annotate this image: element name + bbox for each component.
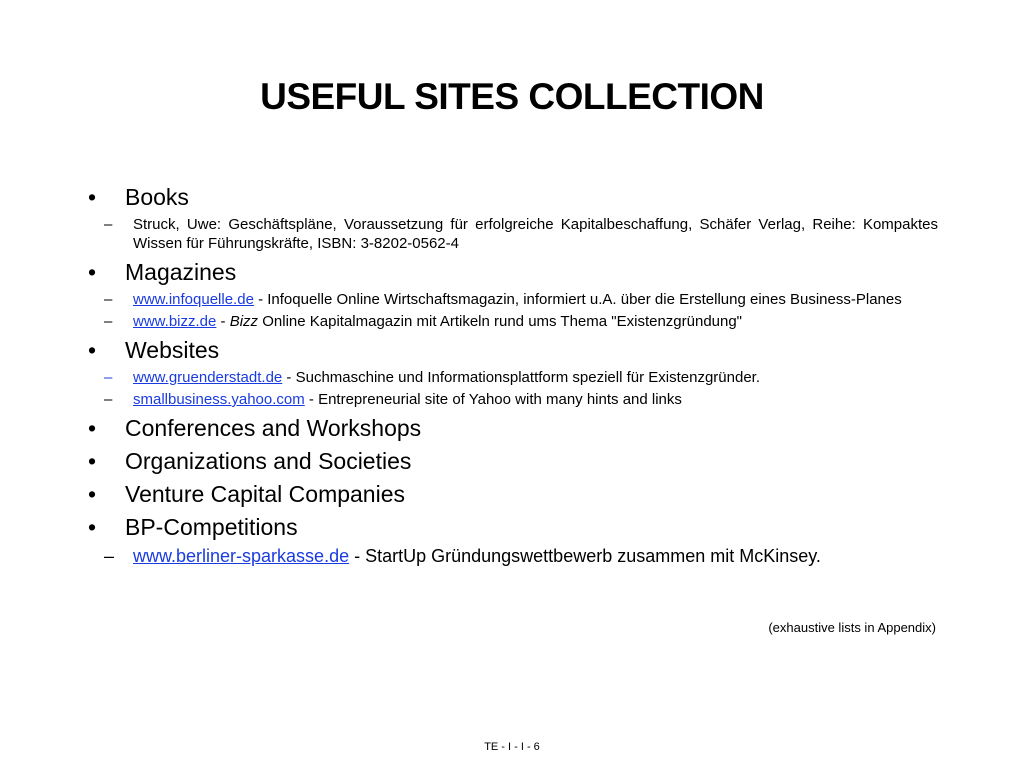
- book-reference: Struck, Uwe: Geschäftspläne, Voraussetzung für erfolgreiche Kapitalbeschaffung, Schäfer Verlag, Reihe: Kompaktes Wissen für Führungskräfte, ISBN: 3-8202-0562-4: [133, 216, 938, 252]
- list-item-conferences: [88, 414, 938, 442]
- list-item-venture-capital: [88, 480, 938, 508]
- link-bizz[interactable]: www.bizz.de: [133, 313, 217, 330]
- sub-item-yahoo: [88, 390, 938, 409]
- description: - Entrepreneurial site of Yahoo with many hints and links: [304, 391, 682, 408]
- link-infoquelle[interactable]: www.infoquelle.de: [133, 291, 254, 308]
- section-label: Books: [125, 184, 189, 210]
- link-smallbusiness-yahoo[interactable]: smallbusiness.yahoo.com: [133, 391, 305, 408]
- bullet-list: [88, 180, 938, 570]
- sub-item-berliner-sparkasse: [88, 545, 938, 567]
- description: Online Kapitalmagazin mit Artikeln rund ums Thema "Existenzgründung": [258, 313, 743, 330]
- list-item-books: [88, 183, 938, 211]
- bullet-icon: •: [88, 184, 97, 210]
- bullet-icon: •: [88, 259, 97, 285]
- sub-item-book: [88, 215, 938, 253]
- section-label: Conferences and Workshops: [125, 415, 422, 441]
- websites-sublist: [88, 368, 938, 409]
- bullet-icon: •: [88, 448, 97, 474]
- slide-title: USEFUL SITES COLLECTION: [260, 76, 764, 117]
- list-item-bp-competitions: [88, 513, 938, 541]
- dash-icon: –: [104, 313, 113, 330]
- italic-title: Bizz: [229, 313, 259, 330]
- appendix-note: (exhaustive lists in Appendix): [768, 620, 936, 635]
- bullet-icon: •: [88, 337, 97, 363]
- dash-icon: –: [104, 369, 113, 386]
- link-berliner-sparkasse[interactable]: www.berliner-sparkasse.de: [133, 546, 350, 566]
- bullet-icon: •: [88, 514, 97, 540]
- bullet-icon: •: [88, 415, 97, 441]
- dash-icon: –: [104, 391, 113, 408]
- books-sublist: [88, 215, 938, 253]
- link-gruenderstadt[interactable]: www.gruenderstadt.de: [133, 369, 283, 386]
- separator: -: [216, 313, 230, 330]
- magazines-sublist: [88, 290, 938, 331]
- bp-sublist: [88, 545, 938, 567]
- list-item-magazines: [88, 258, 938, 286]
- sub-item-bizz: [88, 312, 938, 331]
- page-footer: TE - I - I - 6: [484, 741, 540, 753]
- description: - StartUp Gründungswettbewerb zusammen mit McKinsey.: [349, 546, 821, 566]
- list-item-organizations: [88, 447, 938, 475]
- list-item-websites: [88, 336, 938, 364]
- sub-item-gruenderstadt: [88, 368, 938, 387]
- dash-icon: –: [104, 216, 113, 233]
- section-label: Websites: [125, 337, 220, 363]
- dash-icon: –: [104, 291, 113, 308]
- bullet-icon: •: [88, 481, 97, 507]
- section-label: Organizations and Societies: [125, 448, 412, 474]
- description: - Infoquelle Online Wirtschaftsmagazin, informiert u.A. über die Erstellung eines Business-Planes: [253, 291, 902, 308]
- dash-icon: –: [104, 546, 115, 566]
- section-label: Magazines: [125, 259, 237, 285]
- section-label: BP-Competitions: [125, 514, 298, 540]
- sub-item-infoquelle: [88, 290, 938, 309]
- description: - Suchmaschine und Informationsplattform speziell für Existenzgründer.: [282, 369, 760, 386]
- section-label: Venture Capital Companies: [125, 481, 405, 507]
